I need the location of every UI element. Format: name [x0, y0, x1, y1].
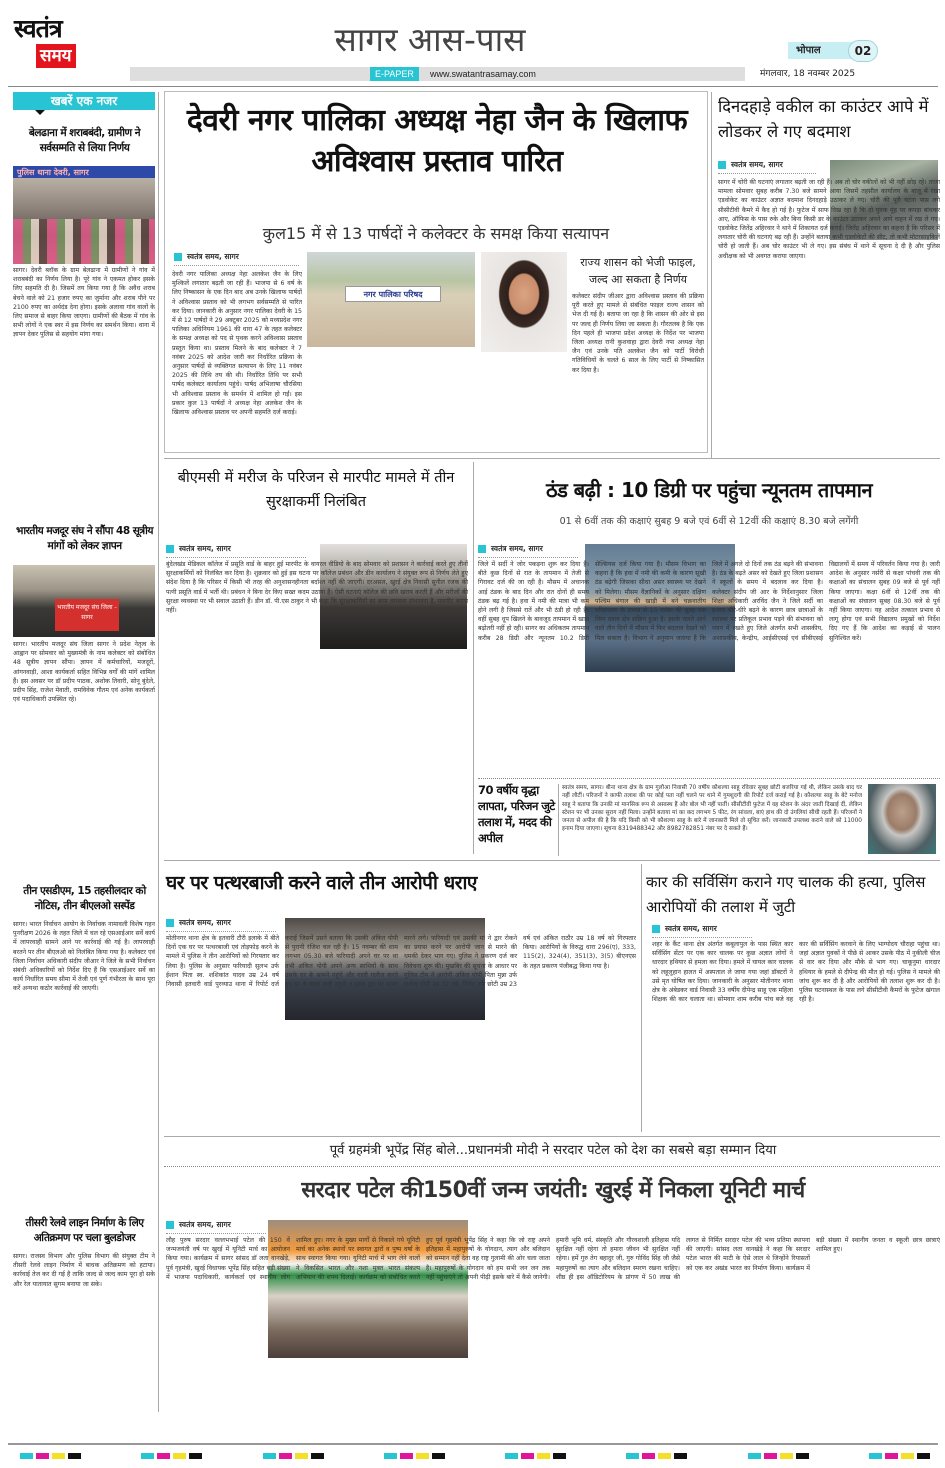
- union-banner: भारतीय मजदूर संघ जिला - सागर: [55, 599, 119, 631]
- registration-mark-group: [20, 1453, 81, 1459]
- right-top-byline: [718, 160, 816, 174]
- registration-mark-group: [263, 1453, 324, 1459]
- bmc-headline[interactable]: बीएमसी में मरीज के परिजन से मारपीट मामले में तीन सुरक्षाकर्मी निलंबित: [177, 470, 455, 510]
- registration-swatch: [279, 1453, 292, 1459]
- sidebar-story-3-body: सागर। भारत निर्वाचन आयोग के निर्वाचक नामावली विशेष गहन पुनरीक्षण 2026 के तहत जिले में चल रहे एसआईआर सर्वे कार्य में लापरवाही सामने आने पर कार्रवाई की गई है। लापरवाही बरतने पर तीन बीएलओ को निलंबित किया गया है। कलेक्टर एवं जिला निर्वाचन अधिकारी संदीप जीआर ने जिले के सभी निर्वाचन संबंधी अधिकारियों को निर्देश दिए हैं कि एसआईआर सर्वे का कार्य निर्धारित समय सीमा में तेजी एवं पूर्ण गंभीरता के साथ पूरा करें अन्यथा कठोर कार्रवाई की जाएगी।: [13, 921, 155, 993]
- bullet-square-icon: [652, 925, 660, 933]
- registration-swatch: [642, 1453, 655, 1459]
- registration-swatch: [311, 1453, 324, 1459]
- bullet-square-icon: [718, 161, 726, 169]
- registration-swatch: [626, 1453, 639, 1459]
- car-body: शहर के कैंट थाना क्षेत्र अंतर्गत कबूलापुल के पास स्थित कार सर्विसिंग सेंटर पर एक कार चालक पर कुछ अज्ञात लोगों ने धारदार हथियार से हमला कर दिया। हमले में घायल कार चालक को लहूलुहान हालत में अस्पताल ले जाया गया जहां डॉक्टरों ने उसे मृत घोषित कर दिया। जानकारी के अनुसार मोतीनगर थाना क्षेत्र के अंबेडकर वार्ड निवासी 33 वर्षीय दीपेन्द्र साहू एक महिला शिक्षक की कार चलाता था। सोमवार शाम करीब पांच बजे वह कार की सर्विसिंग करवाने के लिए भाग्योदय चौराहा पहुंचा था। जहां अज्ञात युवकों ने पीछे से आकर उसके पीठ में नुकीली चीज से वार कर दिया और मौके से भाग गए। चाकूनुमा धारदार हथियार के हमले से दीपेन्द्र की मौत हो गई। पुलिस ने मामले की जांच शुरू कर दी है और आरोपियों की तलाश शुरू कर दी है। पुलिस घटनास्थल के पास लगे सीसीटीवी कैमरों के फुटेज खंगाल रही है।: [652, 941, 940, 1004]
- page-number: 02: [848, 40, 878, 62]
- registration-swatch: [36, 1453, 49, 1459]
- missing-body: स्वतंत्र समय, सागर। बीना थाना क्षेत्र के ग्राम गुलौआ निवासी 70 वर्षीय कौशल्या साहू रविवार सुबह छोटी बजरिया गई थी, लेकिन उसके बाद घर नहीं लौटीं। परिजनों ने काफी तलाश की पर कोई पता नहीं चलने पर थाने में गुमशुदगी की रिपोर्ट दर्ज कराई गई है। कौशल्या साहू के बेटे मनोज साहू ने बताया कि उनकी मां मानसिक रूप से अस्वस्थ हैं और बोल भी नहीं पातीं। सीसीटीवी फुटेज में वह स्टेशन के अंदर जाती दिखाई दीं, लेकिन स्टेशन पर भी उनका सुराग नहीं मिला। उन्होंने बताया मां का कद लगभग 5 फीट, रंग सांवला, बाएं हाथ की दो उंगलियां सीधी रहती हैं। परिजनों ने जनता से अपील की है कि यदि किसी को भी कौशल्या साहू के बारे में जानकारी मिले तो सूचित करें। जानकारी उपलब्ध कराने वाले को 11000 इनाम दिया जाएगा। सूचना 8319488342 और 8982782851 नंबर पर दे सकते हैं।: [562, 785, 862, 833]
- registration-swatch: [780, 1453, 793, 1459]
- sidebar-story-4-headline[interactable]: तीसरी रेलवे लाइन निर्माण के लिए अतिक्रमण पर चला बुलडोजर: [25, 1217, 144, 1244]
- missing-photo-elderly-woman: [868, 784, 936, 854]
- registration-swatch: [748, 1453, 761, 1459]
- registration-swatch: [20, 1453, 33, 1459]
- sidebar-story-1-body: सागर। देवरी ब्लॉक के ग्राम बेलढाना में ग्रामीणों ने गांव में शराबबंदी का निर्णय लिया है। पूरे गांव ने एकमत होकर इसके लिए सहमति दी है। जिसमें तय किया गया है कि अवैध शराब बेचने वाले को 21 हजार रुपए का जुर्माना और शराब पीने पर 2100 रुपए का अर्थदंड देना होगा। इसके अलावा गांव वालों के लिए समाज से बाहर किया जाएगा। ग्रामीणों की बैठक में गांव के सभी लोगों ने एक स्वर में इस निर्णय का समर्थन किया। थाना में ज्ञापन देकर पुलिस से सहयोग मांगा गया।: [13, 267, 155, 339]
- bullet-square-icon: [166, 545, 174, 553]
- registration-mark-group: [141, 1453, 202, 1459]
- registration-swatch: [295, 1453, 308, 1459]
- registration-swatch: [400, 1453, 413, 1459]
- registration-swatch: [869, 1453, 882, 1459]
- issue-date: मंगलवार, 18 नवम्बर 2025: [760, 69, 856, 79]
- registration-mark-group: [869, 1453, 930, 1459]
- registration-mark-group: [505, 1453, 566, 1459]
- registration-swatch: [52, 1453, 65, 1459]
- lead-byline: [174, 252, 299, 266]
- logo: [14, 14, 84, 84]
- right-top-body: सागर में चोरी की घटनाएं लगातार बढ़ती जा रही हैं। अब तो चोर वकीलों को भी नहीं छोड़ रहे। ताजा मामला सोमवार सुबह करीब 7.30 बजे सामने आया जिसमें तहसील कार्यालय के बाजू में रखा एडवोकेट का काउंटर अज्ञात बदमाश दिनदहाड़े उठाकर ले गए। चोरी की पूरी घटना पास लगे सीसीटीवी कैमरे में कैद हो गई है। फुटेज में साफ दिख रहा है कि दो युवक मुंह पर कपड़ा बांधकर आए, ऑफिस के पास रुके और बिना किसी डर के काउंटर उठाकर अपने आपे वाहन में रख ले गए। एडवोकेट जितेंद्र अहिरवार ने थाने में शिकायत दर्ज कराई। जितेंद्र अहिरवार का कहना है कि परिसर में लगातार चोरी की घटनाएं बढ़ रही हैं। उन्होंने बताया कभी एडवोकेटों की सीट, तो कभी मोटरसाइकिलें चोरी हो जाती हैं। अब चोर काउंटर भी ले गए। इस संबंध में थाने में सूचना दे दी है और पुलिस अधीक्षक को भी अवगत कराया जाएगा।: [718, 179, 940, 260]
- city-box: [788, 40, 918, 62]
- sidebar-header-label: खबरें एक नजर: [50, 94, 118, 108]
- registration-mark-group: [626, 1453, 687, 1459]
- lead-sidebox-body: कलेक्टर संदीप जीआर द्वारा अविश्वास प्रस्ताव की प्रक्रिया पूरी करते हुए मामले से संबंधित फाइल राज्य शासन को भेज दी गई है। बताया जा रहा है कि शासन की ओर से इस पर जल्द ही निर्णय लिया जा सकता है। गौरतलब है कि एक दिन पहले ही भाजपा प्रदेश अध्यक्ष के निर्देश पर भाजपा जिला अध्यक्ष रानी कुशवाहा द्वारा देवरी नपा अध्यक्ष नेहा जैन एवं उनके पति अलकेश जैन को पार्टी विरोधी गतिविधियों के चलते 6 साल के लिए पार्टी से निष्कासित कर दिया है।: [572, 293, 704, 374]
- website-link[interactable]: www.swatantrasamay.com: [430, 69, 536, 79]
- registration-swatch: [885, 1453, 898, 1459]
- registration-swatch: [416, 1453, 429, 1459]
- missing-headline[interactable]: 70 वर्षीय वृद्धा लापता, परिजन जुटे तलाश में, मदद की अपील: [478, 783, 555, 845]
- masthead: [0, 0, 945, 88]
- logo-bottom: समय: [36, 44, 76, 68]
- logo-top: स्वतंत्र: [14, 14, 62, 43]
- epaper-label: E-PAPER: [370, 67, 419, 81]
- weather-body: जिले में सर्दी ने जोर पकड़ना शुरू कर दिया है। बीते कुछ दिनों से रात के तापमान में तेजी से गिरावट दर्ज की जा रही है। मौसम में अचानक आई ठंडक के बाद दिन और रात दोनों ही समय ठंडक बढ़ गई है। हवा में नमी की मात्रा भी कम होने लगी है जिससे रातें और भी ठंडी हो रही हैं। वहीं सुबह धूप खिलने के बावजूद तापमान में खास बढ़ोतरी नहीं हो रही। सागर का अधिकतम तापमान करीब 28 डिग्री और न्यूनतम 10.2 डिग्री सेल्सियस दर्ज किया गया है। मौसम विभाग का कहना है कि हवा में नमी की कमी के कारण सूखी ठंड बढ़ेगी जिसका सीधा असर स्वास्थ्य पर देखने को मिलेगा। मौसम वैज्ञानिकों के अनुसार दक्षिण पश्चिम बंगाल की खाड़ी में बने चक्रवातीय परिसंचरण के प्रभाव से 15 नवंबर की सुबह एक निम्न दबाव क्षेत्र सक्रिय हुआ है। इसके चलते आने वाले तीन दिनों में मौसम में फिर बदलाव देखने को मिल सकता है। विभाग ने अनुमान जताया है कि जिले में अगले दो दिनों तक ठंड बढ़ने की संभावना है। ठंड के बढ़ते असर को देखते हुए जिला प्रशासन ने स्कूलों के समय में बदलाव कर दिया है। कलेक्टर संदीप जी आर के निर्देशानुसार जिला शिक्षा अधिकारी अरविंद जैन ने जिले सर्दी का प्रभाव धीरे-धीरे बढ़ने के कारण छात्र छात्राओं के स्वास्थ्य पर प्रतिकूल प्रभाव पड़ने की संभावना को ध्यान में रखते हुए जिले अंतर्गत सभी शासकीय, अशासकीय, केन्द्रीय, आईसीएसई एवं सीबीएसई विद्यालयों में समय में परिवर्तन किया गया है। जारी आदेश के अनुसार नर्सरी से कक्षा पांचवी तक की कक्षाओं का संचालन सुबह 09 बजे से पूर्व नहीं किया जाएगा। कक्षा 6वीं से 12वीं तक की कक्षाओं का संचालन सुबह 08.30 बजे से पूर्व नहीं किया जाएगा। यह आदेश तत्काल प्रभाव से लागू होगा एवं सभी विद्यालय प्रमुखों को निर्देश दिए गए हैं कि आदेश का कड़ाई से पालन सुनिश्चित करें।: [478, 561, 940, 642]
- sidebar-story-2-headline[interactable]: भारतीय मजदूर संघ ने सौंपा 48 सूत्रीय मांगों को लेकर ज्ञापन: [15, 525, 153, 552]
- registration-swatch: [189, 1453, 202, 1459]
- registration-swatch: [432, 1453, 445, 1459]
- registration-swatch: [521, 1453, 534, 1459]
- lead-body: देवरी नगर पालिका अध्यक्ष नेहा अलकेश जैन के लिए मुश्किलें लगातार बढ़ती जा रही हैं। भाजपा से 6 वर्ष के लिए निष्कासन के एक दिन बाद अब उनके खिलाफ पार्षदों ने अविश्वास प्रस्ताव को भी लगभग सर्वसम्मति से पारित कर दिया। जानकारी के अनुसार नगर पालिका देवरी के 15 में से 12 पार्षदों ने 29 अक्टूबर 2025 को मध्यप्रदेश नगर पालिका अधिनियम 1961 की धारा 47 के तहत कलेक्टर के समक्ष अध्यक्ष को पद से पृथक करने अविश्वास प्रस्ताव प्रस्तुत किया था। प्रस्ताव मिलने के बाद कलेक्टर ने 7 नवंबर 2025 को आदेश जारी कर निर्धारित प्रक्रिया के अनुसार पार्षदों से व्यक्तिगत सत्यापन के लिए 11 नवंबर 2025 की तिथि तय की थी। निर्धारित तिथि पर सभी पार्षद कलेक्टर कार्यालय पहुंचे। पार्षद अभिलाषा चौरसिया भी अविश्वास प्रस्ताव के समर्थन में शामिल हो गईं। इस प्रकार कुल 13 पार्षदों ने अध्यक्ष नेहा अलकेश जैन के खिलाफ अविश्वास प्रस्ताव पर अपनी सहमति दर्ज कराई।: [172, 271, 302, 417]
- registration-swatch: [796, 1453, 809, 1459]
- registration-swatch: [901, 1453, 914, 1459]
- sidebar-story-4-body: सागर। राजस्व विभाग और पुलिस विभाग की संयुक्त टीम ने तीसरी रेलवे लाइन निर्माण में बाधक अतिक्रमण को हटाया। कार्रवाई तेज कर दी गई है ताकि जल्द से जल्द काम पूरा हो सके और रेल यातायात सुगम बनाया जा सके।: [13, 1253, 155, 1288]
- stone-byline: [166, 918, 276, 932]
- patel-byline: [166, 1220, 266, 1234]
- building-sign: नगर पालिका परिषद: [345, 286, 441, 302]
- right-top-headline[interactable]: दिनदहाड़े वकील का काउंटर आपे में लोडकर ले गए बदमाश: [718, 97, 929, 141]
- registration-mark-group: [748, 1453, 809, 1459]
- weather-headline[interactable]: ठंड बढ़ी : 10 डिग्री पर पहुंचा न्यूनतम तापमान: [545, 478, 873, 502]
- registration-swatch: [68, 1453, 81, 1459]
- bmc-byline: [166, 544, 306, 558]
- police-station-sign: पुलिस थाना देवरी, सागर: [17, 168, 89, 177]
- patel-body: लौह पुरुष सरदार वल्लभभाई पटेल की 150 वें जन्मजयंती वर्ष पर खुरई में यूनिटी मार्च का आयोजन किया गया। कार्यक्रम में सागर सांसद डॉ लता वानखेड़े, पूर्व गृहमंत्री, खुरई विधायक भूपेंद्र सिंह सहित बड़ी संख्या में भाजपा पदाधिकारी, कार्यकर्ता एवं स्थानीय लोग शामिल हुए। नगर के मुख्य मार्गों से निकाले गये यूनिटी मार्च का अनेक स्थानों पर स्वागत द्वारों व पुष्प वर्षा के साथ स्वागत किया गया। यूनिटी मार्च में भाग लेने वालों ने विकसित भारत और नशा मुक्त भारत संकल्प अभियान की शपथ दिलाई। कार्यक्रम को संबोधित करते हुए पूर्व गृहमंत्री भूपेंद्र सिंह ने कहा कि जो राष्ट्र अपने इतिहास में महापुरुषों के योगदान, त्याग और बलिदान को सम्मान नहीं देता वह राष्ट्र गुलामी की ओर चला जाता है। महापुरुषों के योगदान को हम सभी जन जन तक नहीं पहुंचाएंगे तो अपनी पीढ़ी इसके बारे में कैसे जानेगी। हमारी भूमि धर्म, संस्कृति और गौरवशाली इतिहास यदि सुरक्षित नहीं रहेगा तो हमारा जीवन भी सुरक्षित नहीं रहेगा। हमें गुरु तेग बहादुर जी, गुरु गोविंद सिंह जी जैसे महापुरुषों का त्याग और बलिदान स्मरण रखना चाहिए। शीघ्र ही इस ऑडिटोरियम के प्रांगण में 50 लाख की लागत से निर्मित सरदार पटेल की भव्य प्रतिमा स्थापना की जाएगी। सांसद लता वानखेड़े ने कहा कि सरदार पटेल भारत की माटी के ऐसे लाल थे जिन्होंने रियासतों को एक कर अखंड भारत का निर्माण किया। कार्यक्रम में बड़ी संख्या में स्थानीय जनता व स्कूली छात्र छात्राएं शामिल हुए।: [166, 1237, 940, 1281]
- byline-text: स्वतंत्र समय, सागर: [179, 918, 231, 927]
- stone-body: मोतीनगर थाना क्षेत्र के इतवारी टौरी इलाके में बीते दिनों एक घर पर पत्थरबाजी एवं तोड़फोड़ करने के मामले में पुलिस ने तीन आरोपियों को गिरफ्तार कर लिया है। पुलिस के अनुसार फरियादी सुलभ उर्फ ईशान पिता स्व. शशिकांत यादव उम्र 24 वर्ष निवासी इतवारी वार्ड पुरव्याउ थाना में रिपोर्ट दर्ज कराई जिसमें उसने बताया कि उसकी अंकित पोपी से पुरानी रंजिश चल रही है। 15 नवम्बर की शाम लगभग 05.30 बजे फरियादी अपने घर पर था तभी अंकित पोपी अपने अन्य साथियों के साथ उसके घर के सामने पहुंचे और गाली गलौज करते हुए घर के बाहर खड़ी स्कूटी व मुख्य द्वार पर पत्थर मारने लगे। फरियादी एवं उसकी मां ने द्वार रोकने का प्रयास करने पर आरोपी जान से मारने की धमकी देकर भाग गए। पुलिस ने प्रकरण दर्ज कर विवेचना शुरू की। मुखबिर की सूचना के आधार पर पुलिस टीम ने आरोपी अंकित पोपी पिता मुन्ना उर्फ राजेन्द्र पोपी उम्र 32 वर्ष, नितेश उर्फ छोटी उम्र 23 वर्ष एवं अंकित राठौर उम्र 18 वर्ष को गिरफ्तार किया। आरोपियों के विरुद्ध धारा 296(ए), 333, 115(2), 324(4), 351(3), 3(5) बीएनएस के तहत प्रकरण पंजीबद्ध किया गया है।: [166, 935, 636, 989]
- weather-subheadline: 01 से 6वीं तक की कक्षाएं सुबह 9 बजे एवं 6वीं से 12वीं की कक्षाएं 8.30 बजे लगेंगी: [559, 516, 859, 527]
- registration-swatch: [384, 1453, 397, 1459]
- bullet-square-icon: [174, 253, 182, 261]
- lead-photo-neha-jain: [481, 252, 567, 352]
- registration-swatch: [141, 1453, 154, 1459]
- city-label: भोपाल: [788, 42, 854, 59]
- bullet-square-icon: [166, 1221, 174, 1229]
- stone-headline[interactable]: घर पर पत्थरबाजी करने वाले तीन आरोपी धराए: [166, 872, 477, 894]
- lead-body-continued: [307, 350, 565, 448]
- bullet-square-icon: [166, 919, 174, 927]
- lead-photo-building: [307, 252, 475, 347]
- car-headline[interactable]: कार की सर्विसिंग कराने गए चालक की हत्या, पुलिस आरोपियों की तलाश में जुटी: [646, 873, 926, 916]
- section-title: सागर आस-पास: [334, 20, 526, 59]
- registration-swatch: [173, 1453, 186, 1459]
- pointer-icon: [35, 110, 45, 115]
- sidebar-story-2-body: सागर। भारतीय मजदूर संघ जिला सागर ने प्रदेश नेतृत्व के आह्वान पर सोमवार को मुख्यमंत्री के नाम कलेक्टर को संबोधित 48 सूत्रीय ज्ञापन सौंपा। ज्ञापन में कर्मचारियों, मजदूरों, आंगनवाड़ी, आशा कार्यकर्ता सहित विभिन्न वर्गों की मांगें शामिल हैं। इस अवसर पर डॉ प्रदीप पाठक, अशोक तिवारी, सोनू बुंदेले, प्रदीप सिंह, राजेश मेवाती, रामविवेक गौतम एवं अनेक कार्यकर्ता एवं पदाधिकारी उपस्थित रहे।: [13, 641, 155, 704]
- byline-text: स्वतंत्र समय, सागर: [179, 544, 231, 553]
- sidebar-story-2-photo: [13, 565, 155, 637]
- registration-swatch: [263, 1453, 276, 1459]
- car-byline: [652, 924, 752, 938]
- registration-swatch: [674, 1453, 687, 1459]
- sidebar-header: [13, 92, 155, 110]
- byline-text: स्वतंत्र समय, सागर: [187, 252, 239, 261]
- sidebar-story-1-photo: [13, 166, 155, 264]
- epaper-bar: [130, 67, 745, 81]
- patel-headline[interactable]: सरदार पटेल की150वीं जन्म जयंती: खुरई में निकला यूनिटी मार्च: [301, 1178, 805, 1203]
- bmc-body: बुंदेलखंड मेडिकल कॉलेज में प्रसूति वार्ड के बाहर हुई मारपीट के वायरल वीडियो के बाद सोमवार को प्रशासन ने कार्रवाई करते हुए तीनों सुरक्षाकर्मियों को निलंबित कर दिया है। शुक्रवार को हुई इस घटना पर कॉलेज प्रबंधन और डीन कार्यालय ने संयुक्त रूप से निर्णय लेते हुए संदेश दिया है कि परिसर में किसी भी तरह की अनुशासनहीनता बर्दाश्त नहीं की जाएगी। दरअसल, खुरई क्षेत्र निवासी सुनील रजक की पत्नी प्रसूति वार्ड में भर्ती थी। प्रबंधन ने बिना देर किए सख्त कदम उठाया है। ऐसी घटनाएं कॉलेज की छवि खराब करती हैं और मरीजों की सुरक्षा व्यवस्था पर भी सवाल उठाती हैं। डीन डॉ. पी.एस ठाकुर ने भी कहा कि सुरक्षाकर्मियों का काम व्यवस्था संभालना है, मारपीट करना नहीं।: [166, 561, 468, 615]
- byline-text: स्वतंत्र समय, सागर: [491, 544, 543, 553]
- registration-swatch: [157, 1453, 170, 1459]
- registration-marks: [20, 1453, 930, 1459]
- bullet-square-icon: [478, 545, 486, 553]
- registration-swatch: [505, 1453, 518, 1459]
- registration-swatch: [917, 1453, 930, 1459]
- lead-headline[interactable]: देवरी नगर पालिका अध्यक्ष नेहा जैन के खिलाफ अविश्वास प्रस्ताव पारित: [186, 103, 688, 179]
- lead-sidebox-headline: राज्य शासन को भेजी फाइल, जल्द आ सकता है निर्णय: [580, 256, 696, 286]
- byline-text: स्वतंत्र समय, सागर: [731, 160, 783, 169]
- byline-text: स्वतंत्र समय, सागर: [179, 1220, 231, 1229]
- patel-kicker: पूर्व ग्रहमंत्री भूपेंद्र सिंह बोले...प्रधानमंत्री मोदी ने सरदार पटेल को देश का सबसे बड़ा सम्मान दिया: [329, 1143, 777, 1158]
- weather-byline: [478, 544, 578, 558]
- sidebar-story-1-headline[interactable]: बेलढाना में शराबबंदी, ग्रामीण ने सर्वसम्मति से लिया निर्णय: [28, 127, 141, 154]
- registration-swatch: [537, 1453, 550, 1459]
- registration-mark-group: [384, 1453, 445, 1459]
- registration-swatch: [764, 1453, 777, 1459]
- lead-subheadline: कुल15 में से 13 पार्षदों ने कलेक्टर के समक्ष किया सत्यापन: [262, 224, 610, 243]
- byline-text: स्वतंत्र समय, सागर: [665, 924, 717, 933]
- sidebar-story-3-headline[interactable]: तीन एसडीएम, 15 तहसीलदार को नोटिस, तीन बीएलओ सस्पेंड: [23, 885, 146, 912]
- registration-swatch: [553, 1453, 566, 1459]
- registration-swatch: [658, 1453, 671, 1459]
